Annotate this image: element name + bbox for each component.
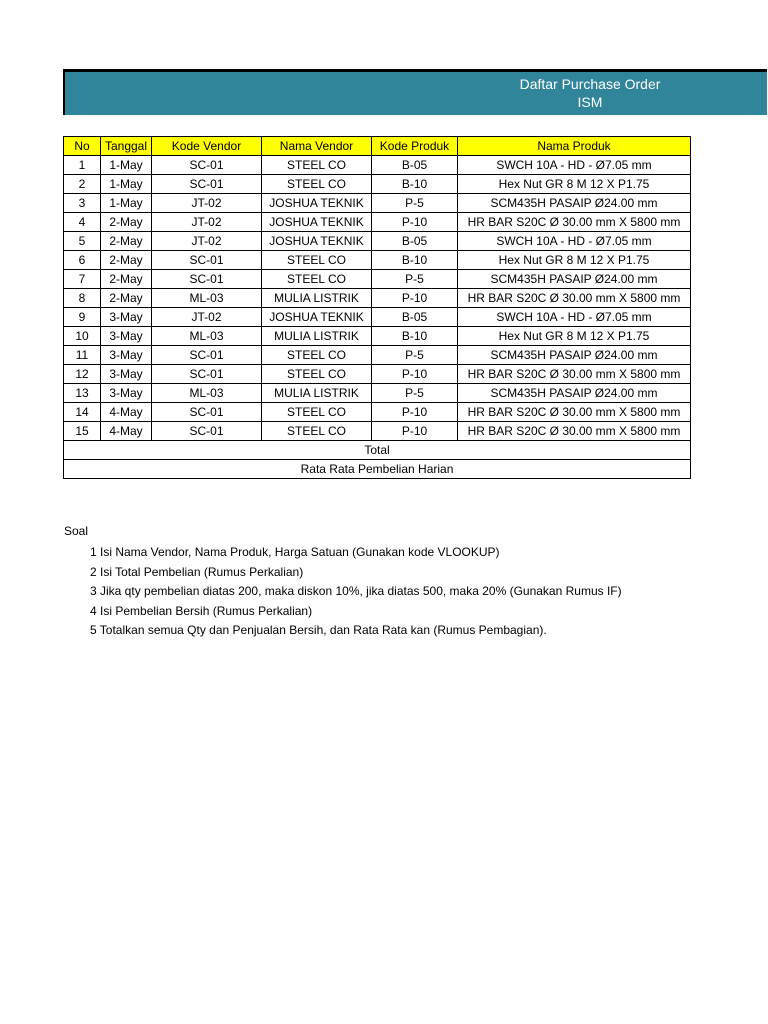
cell-nama-produk: HR BAR S20C Ø 30.00 mm X 5800 mm [458,213,691,232]
soal-item: 1 Isi Nama Vendor, Nama Produk, Harga Satuan (Gunakan kode VLOOKUP) [90,545,500,559]
cell-nama-vendor: JOSHUA TEKNIK [262,232,372,251]
cell-kode-vendor: SC-01 [152,270,262,289]
cell-kode-vendor: SC-01 [152,156,262,175]
average-row [64,460,691,479]
cell-nama-vendor: STEEL CO [262,175,372,194]
cell-tanggal: 1-May [101,156,152,175]
column-header-nama-produk: Nama Produk [458,137,691,156]
cell-kode-produk: B-10 [372,327,458,346]
cell-kode-produk: B-10 [372,175,458,194]
cell-no: 13 [64,384,101,403]
cell-kode-vendor: SC-01 [152,365,262,384]
cell-nama-vendor: STEEL CO [262,270,372,289]
column-header-kode-vendor: Kode Vendor [152,137,262,156]
cell-nama-vendor: STEEL CO [262,422,372,441]
page-title: Daftar Purchase Order [519,76,661,92]
cell-nama-vendor: JOSHUA TEKNIK [262,194,372,213]
cell-no: 14 [64,403,101,422]
soal-item: 5 Totalkan semua Qty dan Penjualan Bersih, dan Rata Rata kan (Rumus Pembagian). [90,623,547,637]
page-subtitle: ISM [577,94,603,110]
cell-nama-produk: HR BAR S20C Ø 30.00 mm X 5800 mm [458,422,691,441]
cell-no: 4 [64,213,101,232]
cell-tanggal: 3-May [101,327,152,346]
soal-item: 3 Jika qty pembelian diatas 200, maka diskon 10%, jika diatas 500, maka 20% (Gunakan Rumus IF) [90,584,622,598]
cell-nama-produk: SCM435H PASAIP Ø24.00 mm [458,194,691,213]
cell-nama-vendor: STEEL CO [262,365,372,384]
cell-nama-produk: Hex Nut GR 8 M 12 X P1.75 [458,251,691,270]
cell-tanggal: 3-May [101,365,152,384]
cell-kode-vendor: SC-01 [152,251,262,270]
cell-nama-vendor: STEEL CO [262,156,372,175]
cell-nama-vendor: STEEL CO [262,346,372,365]
cell-nama-produk: Hex Nut GR 8 M 12 X P1.75 [458,327,691,346]
soal-list [90,543,622,641]
cell-no: 3 [64,194,101,213]
cell-no: 2 [64,175,101,194]
cell-nama-produk: HR BAR S20C Ø 30.00 mm X 5800 mm [458,403,691,422]
table-row [64,327,691,346]
cell-nama-produk: SWCH 10A - HD - Ø7.05 mm [458,156,691,175]
cell-kode-vendor: SC-01 [152,422,262,441]
table-body [64,156,691,441]
cell-nama-produk: SCM435H PASAIP Ø24.00 mm [458,384,691,403]
cell-kode-produk: P-10 [372,289,458,308]
cell-kode-vendor: SC-01 [152,175,262,194]
cell-nama-produk: SWCH 10A - HD - Ø7.05 mm [458,232,691,251]
cell-kode-produk: B-05 [372,156,458,175]
cell-no: 10 [64,327,101,346]
cell-nama-produk: HR BAR S20C Ø 30.00 mm X 5800 mm [458,365,691,384]
cell-nama-produk: SWCH 10A - HD - Ø7.05 mm [458,308,691,327]
cell-tanggal: 1-May [101,194,152,213]
cell-tanggal: 3-May [101,308,152,327]
cell-kode-produk: P-5 [372,270,458,289]
column-header-kode-produk: Kode Produk [372,137,458,156]
soal-item: 4 Isi Pembelian Bersih (Rumus Perkalian) [90,603,313,618]
cell-kode-produk: B-05 [372,308,458,327]
cell-tanggal: 2-May [101,232,152,251]
table-row [64,251,691,270]
table-row [64,213,691,232]
cell-nama-produk: Hex Nut GR 8 M 12 X P1.75 [458,175,691,194]
cell-kode-vendor: SC-01 [152,403,262,422]
cell-nama-vendor: STEEL CO [262,403,372,422]
table-row [64,308,691,327]
title-banner [63,69,767,115]
cell-kode-vendor: JT-02 [152,308,262,327]
cell-tanggal: 2-May [101,251,152,270]
table-row [64,289,691,308]
cell-kode-produk: P-10 [372,422,458,441]
cell-kode-produk: P-10 [372,365,458,384]
cell-tanggal: 3-May [101,384,152,403]
cell-kode-vendor: JT-02 [152,232,262,251]
cell-kode-vendor: ML-03 [152,289,262,308]
cell-kode-produk: B-05 [372,232,458,251]
cell-no: 15 [64,422,101,441]
table-row [64,270,691,289]
cell-tanggal: 2-May [101,289,152,308]
cell-tanggal: 2-May [101,213,152,232]
cell-nama-vendor: JOSHUA TEKNIK [262,308,372,327]
cell-kode-vendor: JT-02 [152,213,262,232]
column-header-nama-vendor: Nama Vendor [262,137,372,156]
cell-no: 11 [64,346,101,365]
column-header-no: No [64,137,101,156]
table-row [64,346,691,365]
cell-kode-produk: P-5 [372,384,458,403]
cell-kode-vendor: JT-02 [152,194,262,213]
cell-kode-produk: P-5 [372,346,458,365]
cell-no: 7 [64,270,101,289]
cell-nama-vendor: STEEL CO [262,251,372,270]
soal-heading: Soal [64,524,89,538]
cell-nama-vendor: MULIA LISTRIK [262,327,372,346]
table-row [64,384,691,403]
cell-no: 8 [64,289,101,308]
cell-kode-produk: B-10 [372,251,458,270]
cell-tanggal: 4-May [101,403,152,422]
cell-nama-vendor: JOSHUA TEKNIK [262,213,372,232]
table-row [64,232,691,251]
soal-item: 2 Isi Total Pembelian (Rumus Perkalian) [90,564,304,579]
cell-nama-produk: HR BAR S20C Ø 30.00 mm X 5800 mm [458,289,691,308]
table-header-row [64,137,691,156]
cell-no: 6 [64,251,101,270]
table-row [64,175,691,194]
cell-no: 1 [64,156,101,175]
cell-kode-produk: P-5 [372,194,458,213]
cell-tanggal: 2-May [101,270,152,289]
cell-no: 12 [64,365,101,384]
table-row [64,365,691,384]
table-row [64,194,691,213]
cell-no: 9 [64,308,101,327]
average-label: Rata Rata Pembelian Harian [64,460,691,479]
cell-kode-produk: P-10 [372,213,458,232]
column-header-tanggal: Tanggal [101,137,152,156]
cell-no: 5 [64,232,101,251]
cell-nama-produk: SCM435H PASAIP Ø24.00 mm [458,270,691,289]
cell-nama-vendor: MULIA LISTRIK [262,384,372,403]
cell-tanggal: 3-May [101,346,152,365]
purchase-order-table [63,136,691,479]
cell-kode-produk: P-10 [372,403,458,422]
cell-tanggal: 4-May [101,422,152,441]
cell-kode-vendor: SC-01 [152,346,262,365]
table-row [64,403,691,422]
cell-nama-vendor: MULIA LISTRIK [262,289,372,308]
total-label: Total [64,441,691,460]
total-row [64,441,691,460]
table-row [64,156,691,175]
cell-tanggal: 1-May [101,175,152,194]
cell-kode-vendor: ML-03 [152,384,262,403]
table-row [64,422,691,441]
cell-nama-produk: SCM435H PASAIP Ø24.00 mm [458,346,691,365]
cell-kode-vendor: ML-03 [152,327,262,346]
